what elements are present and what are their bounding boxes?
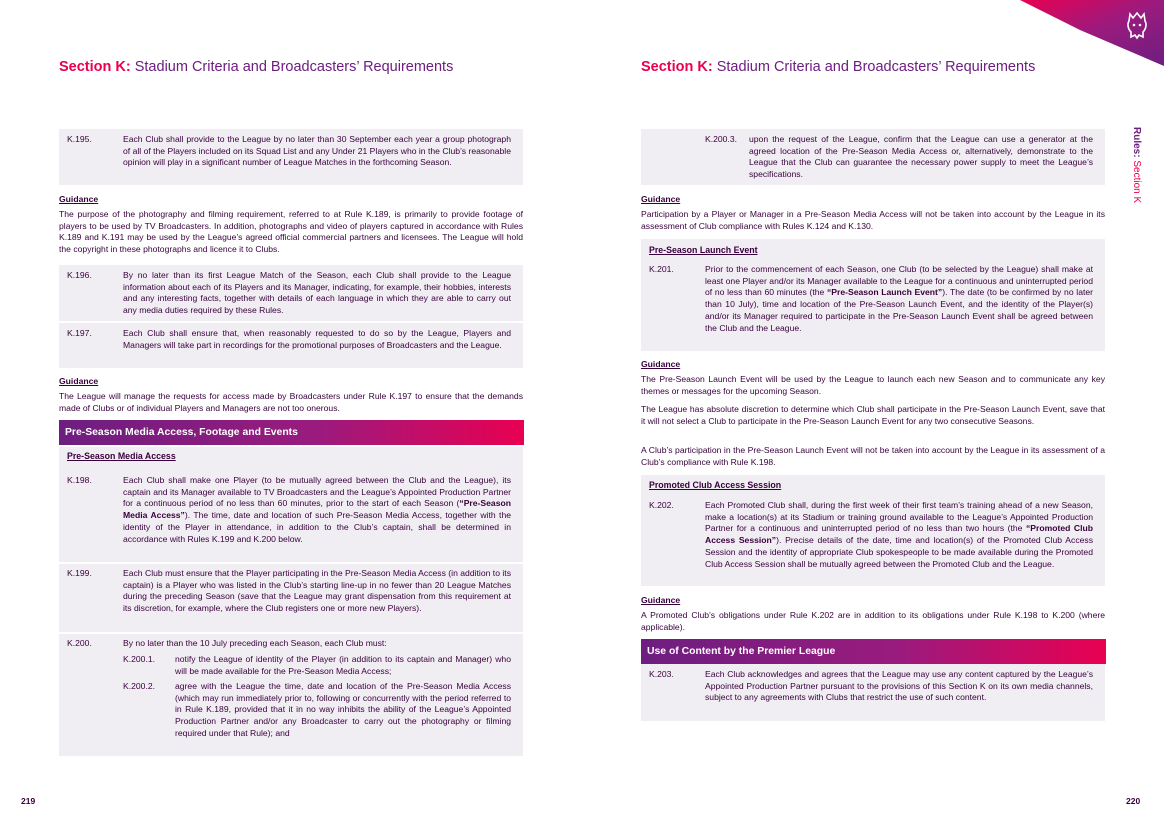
rule-text-part: Prior to the commencement of each Season, one Club (to be selected by the League) shall make at least one Player and/or its Manager available to the League for a continuous and uninterrupted period of no less than 60 minutes (the	[705, 264, 1093, 298]
guidance-text: A Promoted Club’s obligations under Rule K.202 are in addition to its obligations under Rule K.198 to K.200 (where applicable).	[641, 610, 1105, 632]
guidance-text: The purpose of the photography and filming requirement, referred to at Rule K.189, is primarily to provide footage of players to be used by TV Broadcasters. In addition, photographs and video of players captured in accordance with Rules K.189 and K.191 may be used by the League’s agreed official commercial partners and licensees. The League will hold the copyright in these photographs and licence it to Clubs.	[59, 209, 523, 255]
right-title-bold: Section K:	[641, 59, 713, 75]
rule-text: agree with the League the time, date and location of the Pre-Season Media Access (which may run immediately prior to, following or concurrently with the period referred to in Rule K.189, provided that it in no way inhibits the ability of the League’s Appointed Production Partner and/or any Broadcaster to carry out the photography or filming required under that Rule); and	[175, 681, 511, 738]
defined-term: “Pre-Season Launch Event”	[827, 287, 943, 298]
subsection-heading: Promoted Club Access Session	[649, 480, 782, 490]
rule-text-part: ). The date (to be confirmed by no later than 10 July), time and location of the Pre-Season Launch Event, and the identity of the Player(s) and/or its Manager required to participate in the Pre-Season Launch Event shall be agreed between the Club and the League.	[705, 287, 1094, 333]
rule-text	[705, 500, 1093, 570]
side-tab-rest: Section K	[1131, 160, 1142, 204]
rule-number: K.195.	[67, 134, 92, 144]
guidance-text: The Pre-Season Launch Event will be used by the League to launch each new Season and to communicate any key themes or messages for the upcoming Season.	[641, 374, 1105, 396]
side-section-tab	[1131, 127, 1142, 203]
rule-text: Each Club shall ensure that, when reasonably requested to do so by the League, Players and Managers will take part in recordings for the promotional purposes of Broadcasters and the League.	[123, 328, 511, 350]
guidance-text: The League will manage the requests for access made by Broadcasters under Rule K.197 to ensure that the demands made of Clubs or of individual Players and Managers are not too onerous.	[59, 391, 523, 413]
divider	[59, 632, 523, 634]
guidance-text: The League has absolute discretion to determine which Club shall participate in the Pre-Season Launch Event, save that it will not select a Club to participate in the Pre-Season Launch Event for any two consecutive Seasons.	[641, 404, 1105, 426]
rule-text: notify the League of identity of the Player (in addition to its captain and Manager) who will be made available for the Pre-Season Media Access;	[175, 654, 511, 676]
rule-text: Each Club shall provide to the League by no later than 30 September each year a group photograph of all of the Players included on its Squad List and any Under 21 Players who in the Club’s reasonable opinion will play in a significant number of League Matches in the forthcoming Season.	[123, 134, 511, 168]
rule-number: K.199.	[67, 568, 92, 578]
rule-number: K.198.	[67, 475, 92, 485]
rule-number: K.202.	[649, 500, 674, 510]
premier-league-lion-icon	[1124, 10, 1150, 40]
subsection-heading: Pre-Season Launch Event	[649, 245, 758, 255]
guidance-heading: Guidance	[641, 359, 681, 369]
rule-number: K.197.	[67, 328, 92, 338]
defined-term: “Pre-Season Media Access”	[123, 498, 511, 521]
page-number-left: 219	[21, 796, 36, 806]
section-bar: Pre-Season Media Access, Footage and Events	[59, 420, 524, 445]
guidance-heading: Guidance	[641, 194, 681, 204]
rule-number: K.200.2.	[123, 681, 156, 691]
rule-text	[705, 264, 1093, 334]
rule-text-part: ). Precise details of the date, time and location(s) of the Promoted Club Access Session and the identity of appropriate Club spokespeople to be made available during the Promoted Club Access Session shall be mutually agreed between the Promoted Club and the League.	[705, 535, 1094, 569]
rule-text-part: ). The time, date and location of such Pre-Season Media Access, together with the identity of the Player in attendance, in addition to the Club’s captain, shall be determined in accordance with Rules K.199 and K.200 below.	[123, 510, 511, 544]
left-title-rest: Stadium Criteria and Broadcasters’ Requirements	[134, 59, 454, 75]
rule-number: K.200.3.	[705, 134, 738, 144]
subsection-heading: Pre-Season Media Access	[67, 451, 176, 461]
guidance-heading: Guidance	[59, 376, 99, 386]
rule-text: upon the request of the League, confirm that the League can use a generator at the agreed location of the Pre-Season Media Access or, alternatively, demonstrate to the League that the Club can guarantee the necessary power supply to meet the League’s specifications.	[749, 134, 1093, 180]
rule-text-part: Each Promoted Club shall, during the first week of their first team’s training ahead of a new Season, make a location(s) at its Stadium or training ground available to the League’s Appointed Production Partner for a continuous and uninterrupted period of no less than two hours (the	[705, 500, 1093, 534]
section-bar: Use of Content by the Premier League	[641, 639, 1106, 664]
defined-term: “Promoted Club Access Session”	[705, 523, 1093, 546]
rule-number: K.200.1.	[123, 654, 156, 664]
guidance-heading: Guidance	[641, 595, 681, 605]
guidance-heading: Guidance	[59, 194, 99, 204]
guidance-text: A Club’s participation in the Pre-Season Launch Event will not be taken into account by the League in its assessment of a Club’s compliance with Rule K.198.	[641, 445, 1105, 467]
rule-text-part: Each Club shall make one Player (to be mutually agreed between the Club and the League), its captain and its Manager available to TV Broadcasters and the League’s Appointed Production Partner for a continuous period of no less than 60 minutes, prior to the start of each Season (	[123, 475, 511, 509]
side-tab-bold: Rules:	[1131, 127, 1142, 158]
rule-text: By no later than its first League Match of the Season, each Club shall provide to the League information about each of its Players and its Manager, indicating, for example, their hobbies, interests and any interesting facts, together with details of each language in which they are able to carry out any media duties required by these Rules.	[123, 270, 511, 316]
guidance-text: Participation by a Player or Manager in a Pre-Season Media Access will not be taken into account by the League in its assessment of Club compliance with Rules K.124 and K.130.	[641, 209, 1105, 231]
right-title-rest: Stadium Criteria and Broadcasters’ Requirements	[716, 59, 1036, 75]
rule-text: Each Club must ensure that the Player participating in the Pre-Season Media Access (in addition to its captain) is a Player who was listed in the Club’s starting line-up in no fewer than 20 League Matches during the preceding Season (save that the League may grant dispensation from this requirement at its discretion, for example, where the Club registers one or more new Players).	[123, 568, 511, 614]
right-page-title	[641, 59, 1035, 75]
page-number-right: 220	[1126, 796, 1141, 806]
rule-number: K.201.	[649, 264, 674, 274]
left-title-bold: Section K:	[59, 59, 131, 75]
rule-text: Each Club acknowledges and agrees that the League may use any content captured by the League’s Appointed Production Partner pursuant to the provisions of this Section K on its own media channels, subject to any agreements with Clubs that restrict the use of such content.	[705, 669, 1093, 703]
rule-number: K.203.	[649, 669, 674, 679]
rule-number: K.200.	[67, 638, 92, 648]
left-page-title	[59, 59, 453, 75]
rule-number: K.196.	[67, 270, 92, 280]
divider	[59, 562, 523, 564]
rule-text	[123, 475, 511, 545]
rule-text: By no later than the 10 July preceding each Season, each Club must:	[123, 638, 387, 648]
